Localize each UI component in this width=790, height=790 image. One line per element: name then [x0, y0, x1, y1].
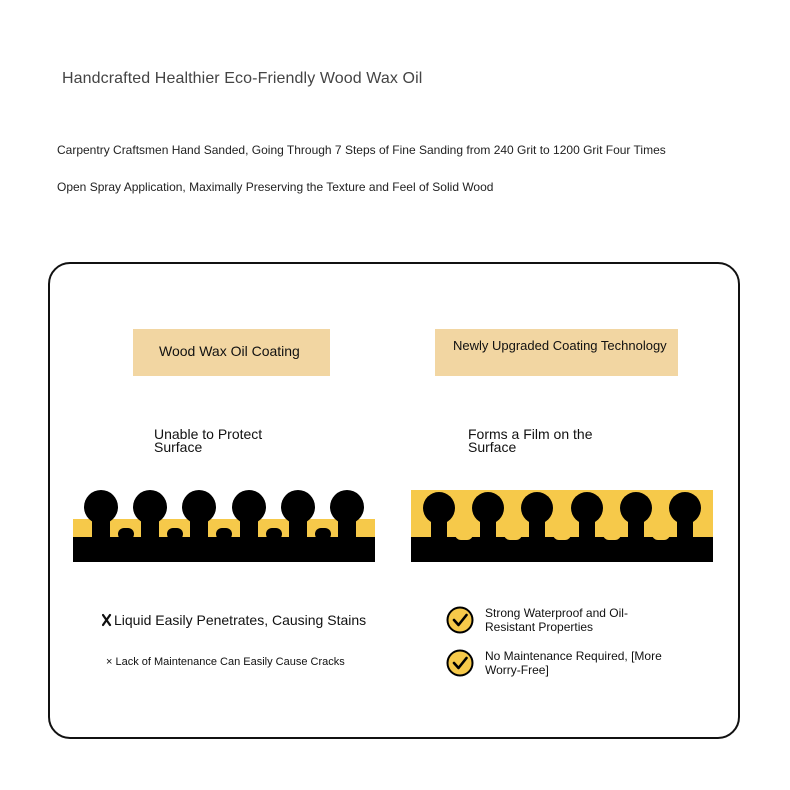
- feature-line-sanding: Carpentry Craftsmen Hand Sanded, Going Through 7 Steps of Fine Sanding from 240 Grit to 1200 Grit Four Times: [57, 143, 666, 157]
- heading-unable-to-protect: Unable to Protect Surface: [154, 426, 263, 455]
- check-circle-icon: [446, 606, 474, 634]
- con-stains-text: Liquid Easily Penetrates, Causing Stains: [114, 612, 367, 628]
- pro-waterproof: [446, 606, 635, 634]
- pro-waterproof-text: Strong Waterproof and Oil-Resistant Properties: [485, 606, 628, 634]
- badge-wood-wax-oil: Wood Wax Oil Coating: [133, 329, 330, 376]
- heading-forms-film: Forms a Film on the Surface: [468, 426, 593, 455]
- pro-no-maintenance-text: No Maintenance Required, [More Worry-Free]: [485, 649, 662, 677]
- feature-line-spray: Open Spray Application, Maximally Preserving the Texture and Feel of Solid Wood: [57, 180, 494, 194]
- diagram-film-coating: [411, 490, 713, 562]
- con-cracks: × Lack of Maintenance Can Easily Cause Cracks: [106, 656, 345, 668]
- diagram-penetrating-coating: [73, 490, 375, 562]
- cross-icon: [102, 612, 112, 628]
- wood-base: [73, 537, 375, 562]
- wood-base: [411, 537, 713, 562]
- con-stains: [102, 612, 366, 628]
- pro-no-maintenance: [446, 649, 675, 677]
- check-circle-icon: [446, 649, 474, 677]
- page-title: Handcrafted Healthier Eco-Friendly Wood Wax Oil: [62, 70, 423, 87]
- badge-new-coating: Newly Upgraded Coating Technology: [435, 329, 678, 376]
